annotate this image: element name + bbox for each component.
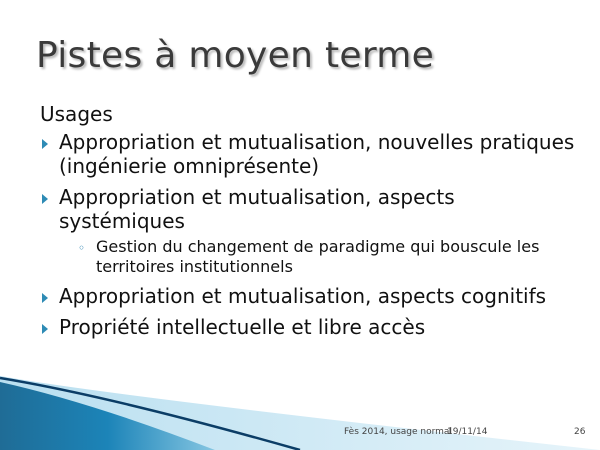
slide-number: 26 [574, 427, 586, 437]
sub-bullet-item [59, 237, 580, 277]
footer-label: Fès 2014, usage normal [344, 427, 452, 437]
bullet-item [40, 185, 580, 277]
bullet-text: Propriété intellectuelle et libre accès [59, 315, 426, 339]
triangle-bullet-icon [42, 293, 48, 303]
slide-title: Pistes à moyen terme [36, 35, 435, 76]
circle-bullet-icon: ◦ [78, 241, 86, 255]
bullet-text: Appropriation et mutualisation, nouvelles pratiques (ingénierie omniprésente) [59, 130, 575, 178]
slide-content [40, 102, 580, 346]
sub-bullet-text: Gestion du changement de paradigme qui bouscule les territoires institutionnels [96, 237, 540, 276]
bullet-item [40, 130, 580, 178]
triangle-bullet-icon [42, 194, 48, 204]
bullet-text: Appropriation et mutualisation, aspects systémiques [59, 185, 455, 233]
bullet-item [40, 284, 580, 308]
bullet-item [40, 315, 580, 339]
footer-date: 19/11/14 [447, 427, 488, 437]
triangle-bullet-icon [42, 324, 48, 334]
section-heading: Usages [40, 102, 113, 126]
bullet-text: Appropriation et mutualisation, aspects cognitifs [59, 284, 547, 308]
triangle-bullet-icon [42, 139, 48, 149]
